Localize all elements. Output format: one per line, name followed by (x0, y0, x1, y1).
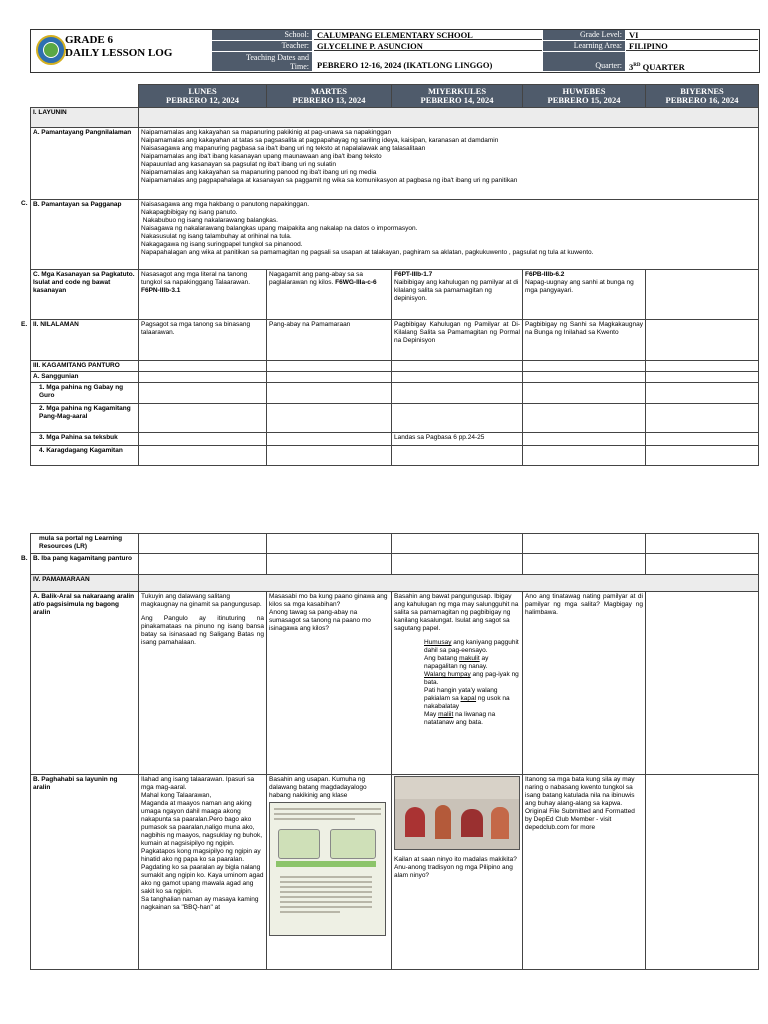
day-header-miyerkules: MIYERKULES PEBRERO 14, 2024 (392, 85, 523, 108)
balik-aral-biyernes (646, 592, 759, 775)
margin-marker-e: E. (21, 321, 28, 328)
row-label-paghahabi: B. Paghahabi sa layunin ng aralin (31, 775, 139, 970)
dates-value: PEBRERO 12-16, 2024 (IKATLONG LINGGO) (317, 60, 493, 70)
day-header-martes: MARTES PEBRERO 13, 2024 (267, 85, 392, 108)
paghahabi-miyerkules: Kailan at saan ninyo ito madalas makikita? Anu-anong tradisyon ng mga Pilipino ang alam ninyo? (392, 775, 523, 970)
quarter-value: 3RD QUARTER (629, 61, 685, 72)
nilalaman-huwebes: Pagbibigay ng Sanhi sa Magkakaugnay na Bunga ng Inilahad sa Kwento (523, 320, 646, 361)
school-label: School: (212, 30, 312, 40)
kasanayan-lunes: Nasasagot ang mga literal na tanong tungkol sa napakinggang Talaarawan. F6PN-IIIb-3.1 (139, 270, 267, 320)
lesson-log-table-page2 (30, 533, 759, 970)
balik-aral-huwebes: Ano ang tinatawag nating pamilyar at di pamilyar ng mga salita? Magbigay ng halimbawa. (523, 592, 646, 775)
nilalaman-biyernes (646, 320, 759, 361)
nilalaman-martes: Pang-abay na Pamamaraan (267, 320, 392, 361)
row-label-teksbuk: 3. Mga Pahina sa teksbuk (31, 433, 139, 446)
kasanayan-miyerkules: F6PT-IIIb-1.7 Naibibigay ang kahulugan ng pamilyar at di kilalang salita sa pamamagitan ng depinisyon. (392, 270, 523, 320)
teacher-label: Teacher: (212, 41, 312, 51)
day-header-lunes: LUNES PEBRERO 12, 2024 (139, 85, 267, 108)
paghahabi-lunes: Ilahad ang isang talaarawan. Ipasuri sa mga mag-aaral. Mahal kong Talaarawan, Maganda at maayos naman ang aking umaga ngayon dahil maaga akong nakapunta sa paaralan.Pero bago ako pumasok sa paaralan,naligo muna ako, nagbihis ng maayos, nagsuklay ng buhok, kumain at nagsisipilyo ng ngipin. Pagkatapos kong magsipilyo ng ngipin ay hinatid ako ng papa ko sa paaralan. Pagdating ko sa paaralan ay bigla nalang sumakit ang ngipin ko. Kaya uminom agad ako ng gamot upang mawala agad ang sakit ko sa ngipin. Sa tanghalian naman ay masaya kaming nagkainan sa "BBQ-han" at (139, 775, 267, 970)
festival-photo-image (394, 776, 520, 850)
quarter-label: Quarter: (543, 52, 625, 71)
balik-aral-miyerkules: Basahin ang bawat pangungusap. Ibigay ang kahulugan ng mga may salungguhit na salita sa pamamagitan ng pagbibigay ng kanilang kasalungat. Isulat ang sagot sa sagutang papel. Humusay ang kaniyang pagguhit dahil sa pag-eensayo. Ang batang makulit ay napagalitan ng nanay. Walang humpay ang pag-iyak ng bata. Pati hangin yata'y walang pakialam sa kapal ng usok na nakabalatay May maliit na liwanag na natatanaw ang bata. (392, 592, 523, 775)
margin-marker-b: B. (21, 555, 28, 562)
document-title: GRADE 6 DAILY LESSON LOG (65, 34, 173, 59)
row-label-nilalaman: II. NILALAMAN (31, 320, 139, 361)
paghahabi-huwebes: Itanong sa mga bata kung sila ay may naring o nabasang kwento tungkol sa isang batang katulada nila na ibinuwis ang buhay alang-alang sa kapwa. Original File Submitted and Formatted by DepEd Club Member - visit depedclub.com for more (523, 775, 646, 970)
lesson-log-table-page1 (30, 84, 759, 466)
teksbuk-miyerkules: Landas sa Pagbasa 6 pp.24-25 (392, 433, 523, 446)
row-label-kagamitang-mag-aaral: 2. Mga pahina ng Kagamitang Pang-Mag-aaral (31, 404, 139, 433)
dates-label: Teaching Dates and Time: (212, 52, 312, 71)
grade-value: VI (626, 30, 758, 40)
area-label: Learning Area: (543, 41, 625, 51)
grade-label: Grade Level: (543, 30, 625, 40)
row-label-balik-aral: A. Balik-Aral sa nakaraang aralin at/o pagsisimula ng bagong aralin (31, 592, 139, 775)
row-label-pamamaraan: IV. PAMAMARAAN (31, 575, 139, 592)
nilalaman-lunes: Pagsagot sa mga tanong sa binasang talaarawan. (139, 320, 267, 361)
teacher-value: GLYCELINE P. ASUNCION (314, 41, 542, 51)
day-header-biyernes: BIYERNES PEBRERO 16, 2024 (646, 85, 759, 108)
row-label-pamantayang: A. Pamantayang Pangnilalaman (31, 128, 139, 200)
area-value: FILIPINO (626, 41, 758, 51)
paghahabi-martes: Basahin ang usapan. Kumuha ng dalawang batang magdadayalogo habang nakikinig ang klase (267, 775, 392, 970)
row-label-pagganap: B. Pamantayan sa Pagganap (31, 200, 139, 270)
row-label-layunin: I. LAYUNIN (31, 108, 139, 128)
row-label-portal: mula sa portal ng Learning Resources (LR) (31, 534, 139, 554)
row-label-gabay: 1. Mga pahina ng Gabay ng Guro (31, 383, 139, 404)
school-value: CALUMPANG ELEMENTARY SCHOOL (314, 30, 542, 40)
day-header-huwebes: HUWEBES PEBRERO 15, 2024 (523, 85, 646, 108)
kasanayan-huwebes: F6PB-IIIb-6.2 Napag-uugnay ang sanhi at bunga ng mga pangyayari. (523, 270, 646, 320)
pamantayang-content: Naipamamalas ang kakayahan sa mapanuring pakikinig at pag-unawa sa napakinggan Naipamamalas ang kakayahan at tatas sa pagsasalita at pagpapahayag ng sariling ideya, kaisipan, karanasan at damdamin Naisasagawa ang mapanuring pagbasa sa iba't ibang uri ng teksto at napalalawak ang talasalitaan Naipamamalas ang iba't ibang kasanayan upang maunawaan ang iba't ibang teksto Napauunlad ang kasanayan sa pagsulat ng iba't ibang uri ng sulatin Naipamamalas ang kakayahan sa mapanuring panood ng iba't ibang uri ng media Naipamamalas ang pagpapahalaga at kasanayan sa paggamit ng wika sa komunikasyon at pagbasa ng iba't ibang uri ng panitikan (139, 128, 759, 200)
pagganap-content: Naisasagawa ang mga hakbang o panutong napakinggan. Nakapagbibigay ng isang panuto. Nakabubuo ng isang nakalarawang balangkas. Naisagawa ng nakalarawang balangkas upang maipakita ang nakalap na datos o impormasyon. Nakasusulat ng isang talambuhay at orihinal na tula. Nakagagawa ng isang suringpapel tungkol sa pinanood. Napapahalagan ang wika at panitikan sa pamamagitan ng pagsali sa usapan at talakayan, paghiram sa aklatan, pagkukuwento , pagsulat ng tula at kuwento. (139, 200, 759, 270)
balik-aral-lunes: Tukuyin ang dalawang salitang magkaugnay na ginamit sa pangungusap. Ang Pangulo ay itinuturing na pinakamataas na pinuno ng isang bansa batay sa isinasaad ng Saligang Batas ng isang pamahalaan. (139, 592, 267, 775)
row-label-sanggunian: A. Sanggunian (31, 372, 139, 383)
balik-aral-martes: Masasabi mo ba kung paano ginawa ang kilos sa mga kasabihan? Anong tawag sa pang-abay na sumasagot sa tanong na paano mo isinagawa ang kilos? (267, 592, 392, 775)
kasanayan-biyernes (646, 270, 759, 320)
nilalaman-miyerkules: Pagbibigay Kahulugan ng Pamilyar at Di-Kilalang Salita sa Pamamagitan ng Pormal na Depinisyon (392, 320, 523, 361)
kasanayan-martes: Nagagamit ang pang-abay sa sa paglalarawan ng kilos. F6WG-IIIa-c-6 (267, 270, 392, 320)
row-label-iba-pang: B. Iba pang kagamitang panturo (31, 554, 139, 575)
row-label-kagamitang: III. KAGAMITANG PANTURO (31, 361, 139, 372)
deped-seal-logo (36, 35, 66, 65)
row-label-karagdagang: 4. Karagdagang Kagamitan (31, 446, 139, 466)
paghahabi-biyernes (646, 775, 759, 970)
dialogue-comic-image (269, 802, 386, 936)
row-label-kasanayan: C. Mga Kasanayan sa Pagkatuto. Isulat and code ng bawat kasanayan (31, 270, 139, 320)
margin-marker-c: C. (21, 200, 28, 207)
